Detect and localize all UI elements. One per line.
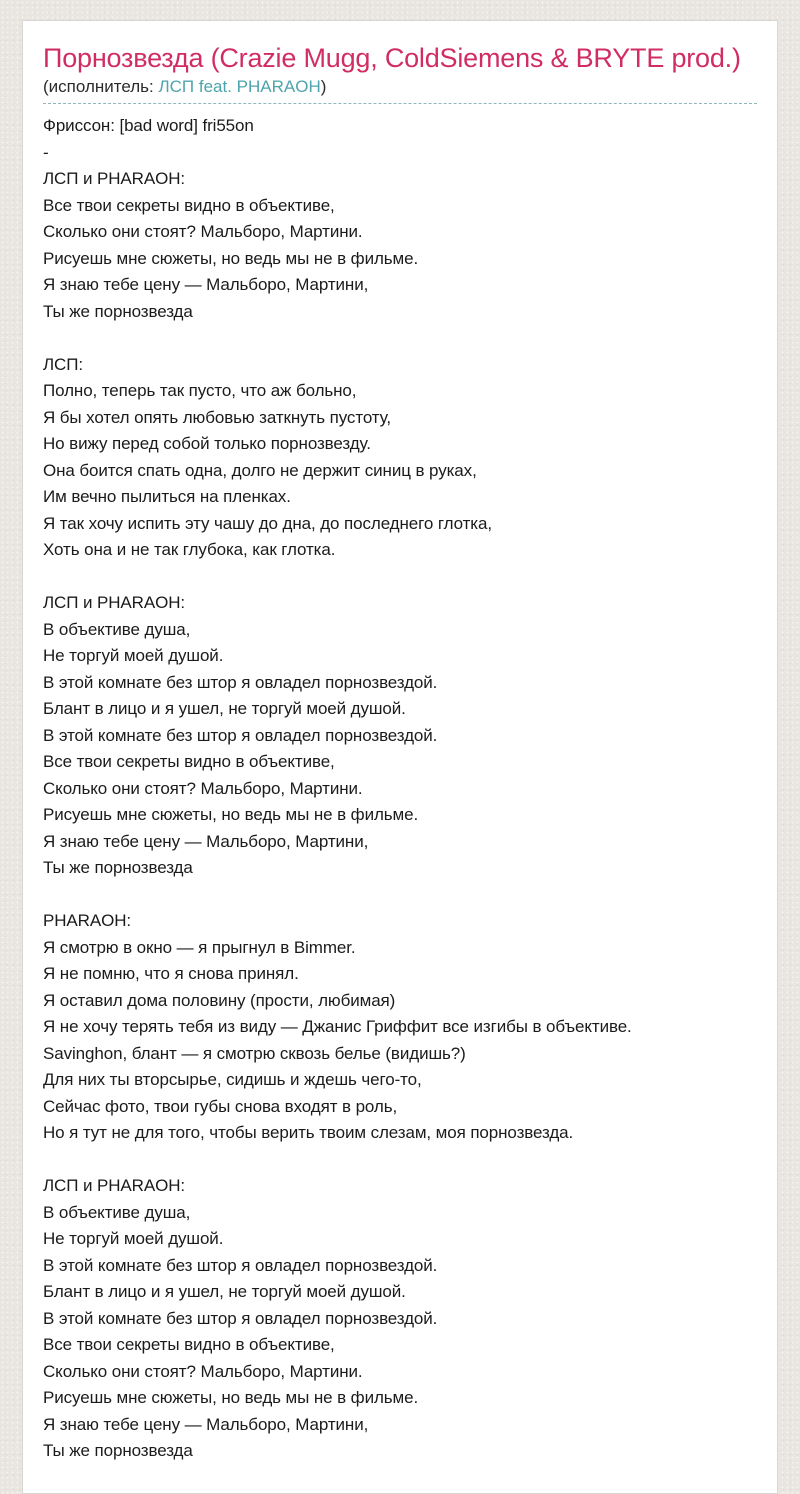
- lyric-line: Сколько они стоят? Мальборо, Мартини.: [43, 1361, 363, 1381]
- lyric-line: ЛСП:: [43, 354, 83, 374]
- lyric-line: В объективе душа,: [43, 619, 191, 639]
- lyric-line: ЛСП и PHARAOH:: [43, 169, 185, 188]
- lyric-line: ЛСП и PHARAOH:: [43, 593, 185, 612]
- lyric-line: Я так хочу испить эту чашу до дна, до последнего глотка,: [43, 513, 492, 533]
- lyric-line: Ты же порнозвезда: [43, 858, 193, 877]
- lyric-line: -: [43, 142, 49, 162]
- lyric-line: Я оставил дома половину (прости, любимая): [43, 990, 396, 1010]
- song-header: [43, 43, 757, 104]
- lyrics-block: [43, 113, 757, 325]
- lyric-line: Я бы хотел опять любовью заткнуть пустоту,: [43, 407, 391, 427]
- lyric-line: Сколько они стоят? Мальборо, Мартини.: [43, 222, 363, 241]
- lyric-line: Все твои секреты видно в объективе,: [43, 752, 335, 771]
- lyrics-card: [22, 20, 778, 1494]
- lyric-line: Не торгуй моей душой.: [43, 1229, 224, 1248]
- lyric-line: Все твои секреты видно в объективе,: [43, 1335, 335, 1354]
- lyric-line: Им вечно пылиться на пленках.: [43, 487, 291, 506]
- lyrics-block: [43, 352, 757, 564]
- lyric-line: В этой комнате без штор я овладел порнозвездой.: [43, 1308, 438, 1328]
- lyric-line: Блант в лицо и я ушел, не торгуй моей душой.: [43, 699, 406, 718]
- lyric-line: Сколько они стоят? Мальборо, Мартини.: [43, 778, 363, 798]
- lyric-line: Не торгуй моей душой.: [43, 646, 224, 665]
- artist-line: [43, 77, 757, 97]
- lyric-line: Хоть она и не так глубока, как глотка.: [43, 540, 336, 559]
- lyrics-block: [43, 590, 757, 882]
- artist-suffix: ): [320, 77, 327, 96]
- lyric-line: Для них ты вторсырье, сидишь и ждешь чего-то,: [43, 1070, 422, 1089]
- lyric-line: Я не хочу терять тебя из виду — Джанис Гриффит все изгибы в объективе.: [43, 1017, 632, 1036]
- lyric-line: Но я тут не для того, чтобы верить твоим слезам, моя порнозвезда.: [43, 1123, 574, 1142]
- lyric-line: В объективе душа,: [43, 1202, 191, 1222]
- lyric-line: Я смотрю в окно — я прыгнул в Bimmer.: [43, 937, 356, 957]
- lyric-line: PHARAOH:: [43, 911, 131, 930]
- artist-link[interactable]: ЛСП feat. PHARAOH: [158, 77, 321, 96]
- lyrics-block: [43, 908, 757, 1147]
- lyric-line: В этой комнате без штор я овладел порнозвездой.: [43, 725, 438, 745]
- lyric-line: Фриссон: [bad word] fri55on: [43, 116, 254, 135]
- lyric-line: Я не помню, что я снова принял.: [43, 964, 299, 983]
- lyric-line: Ты же порнозвезда: [43, 1441, 193, 1460]
- lyric-line: Ты же порнозвезда: [43, 301, 193, 321]
- lyrics-text: [43, 113, 757, 1465]
- lyric-line: Savinghon, блант — я смотрю сквозь белье (видишь?): [43, 1043, 466, 1063]
- lyric-line: Блант в лицо и я ушел, не торгуй моей душой.: [43, 1282, 406, 1301]
- lyric-line: Рисуешь мне сюжеты, но ведь мы не в фильме.: [43, 805, 419, 824]
- lyrics-block: [43, 1173, 757, 1465]
- lyric-line: Сейчас фото, твои губы снова входят в роль,: [43, 1096, 398, 1116]
- lyric-line: Полно, теперь так пусто, что аж больно,: [43, 381, 357, 400]
- lyric-line: В этой комнате без штор я овладел порнозвездой.: [43, 672, 438, 692]
- lyric-line: Я знаю тебе цену — Мальборо, Мартини,: [43, 275, 369, 294]
- lyric-line: Все твои секреты видно в объективе,: [43, 195, 335, 215]
- lyric-line: В этой комнате без штор я овладел порнозвездой.: [43, 1255, 438, 1275]
- lyric-line: ЛСП и PHARAOH:: [43, 1176, 185, 1195]
- lyric-line: Я знаю тебе цену — Мальборо, Мартини,: [43, 831, 369, 851]
- lyric-line: Она боится спать одна, долго не держит синиц в руках,: [43, 460, 477, 480]
- lyric-line: Рисуешь мне сюжеты, но ведь мы не в фильме.: [43, 248, 419, 268]
- lyric-line: Рисуешь мне сюжеты, но ведь мы не в фильме.: [43, 1388, 419, 1407]
- song-title: Порнозвезда (Crazie Mugg, ColdSiemens & BRYTE prod.): [43, 43, 741, 73]
- lyric-line: Я знаю тебе цену — Мальборо, Мартини,: [43, 1414, 369, 1434]
- lyric-line: Но вижу перед собой только порнозвезду.: [43, 434, 371, 453]
- artist-prefix: (исполнитель:: [43, 77, 159, 96]
